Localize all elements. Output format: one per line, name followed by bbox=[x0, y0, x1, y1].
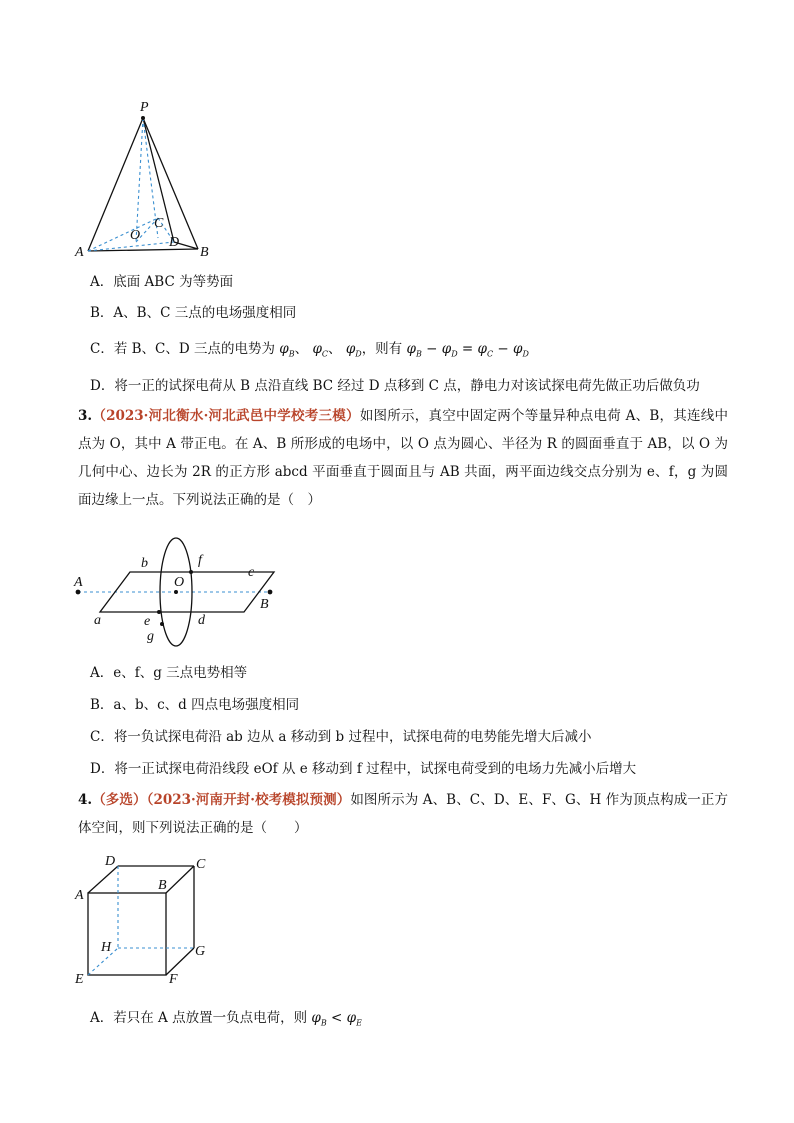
label-cube-B: B bbox=[158, 878, 167, 893]
label-g: g bbox=[147, 629, 154, 644]
label-d: d bbox=[198, 613, 205, 628]
cube-figure bbox=[72, 851, 212, 986]
label-B2: B bbox=[260, 597, 269, 612]
label-a: a bbox=[94, 613, 101, 628]
square-circle-figure bbox=[70, 534, 290, 652]
q3-option-a: A．e、f、g 三点电势相等 bbox=[90, 665, 248, 681]
q2-option-b: B．A、B、C 三点的电场强度相同 bbox=[90, 305, 297, 321]
label-O2: O bbox=[174, 575, 185, 590]
q4-stem: 4.（多选）（2023·河南开封·校考模拟预测）如图所示为 A、B、C、D、E、F、G、H 作为顶点构成一正方体空间，则下列说法正确的是（ ） bbox=[78, 792, 729, 836]
label-C: C bbox=[154, 216, 164, 231]
label-b: b bbox=[141, 556, 148, 571]
q4-option-a: A．若只在 A 点放置一负点电荷，则 $\varphi_B < \varphi_E$ bbox=[90, 1010, 362, 1028]
label-e: e bbox=[144, 614, 151, 629]
label-B: B bbox=[200, 245, 209, 260]
label-A: A bbox=[75, 245, 84, 260]
label-c: c bbox=[248, 565, 255, 580]
q2-option-d: D．将一正的试探电荷从 B 点沿直线 BC 经过 D 点移到 C 点，静电力对该试探电荷先做正功后做负功 bbox=[90, 378, 700, 394]
label-D: D bbox=[169, 235, 180, 250]
label-cube-D: D bbox=[105, 854, 116, 869]
label-cube-C: C bbox=[196, 857, 206, 872]
label-f: f bbox=[198, 553, 202, 568]
q2-option-c: C．若 B、C、D 三点的电势为 $\varphi_B$、 $\varphi_C$、 $\varphi_D$，则有 $\varphi_B - \varphi_D = \varphi_C - \varphi_D$ bbox=[90, 341, 529, 359]
label-cube-A: A bbox=[75, 888, 84, 903]
q3-stem: 3.（2023·河北衡水·河北武邑中学校考三模）如图所示，真空中固定两个等量异种点电荷 A、B，其连线中点为 O，其中 A 带正电。在 A、B 所形成的电场中，以 O 点为圆心、半径为 R 的圆面垂直于 AB，以 O 为几何中心、边长为 2R 的正方形 abcd 平面垂直于圆面且与 AB 共面，两平面边线交点分别为 e、f，g 为圆面边缘上一点。下列说法正确的是（ ） bbox=[78, 408, 728, 508]
label-cube-G: G bbox=[195, 944, 206, 959]
label-O: O bbox=[130, 228, 141, 243]
q3-option-b: B．a、b、c、d 四点电场强度相同 bbox=[90, 697, 300, 713]
label-A2: A bbox=[74, 575, 83, 590]
q3-option-c: C．将一负试探电荷沿 ab 边从 a 移动到 b 过程中，试探电荷的电势能先增大后减小 bbox=[90, 729, 592, 745]
q2-option-a: A．底面 ABC 为等势面 bbox=[90, 274, 234, 290]
label-P: P bbox=[140, 100, 149, 115]
label-cube-H: H bbox=[101, 940, 112, 955]
q3-option-d: D．将一正试探电荷沿线段 eOf 从 e 移动到 f 过程中，试探电荷受到的电场力先减小后增大 bbox=[90, 761, 637, 777]
label-cube-F: F bbox=[169, 972, 178, 986]
label-cube-E: E bbox=[75, 972, 84, 986]
tetrahedron-figure bbox=[72, 96, 222, 261]
